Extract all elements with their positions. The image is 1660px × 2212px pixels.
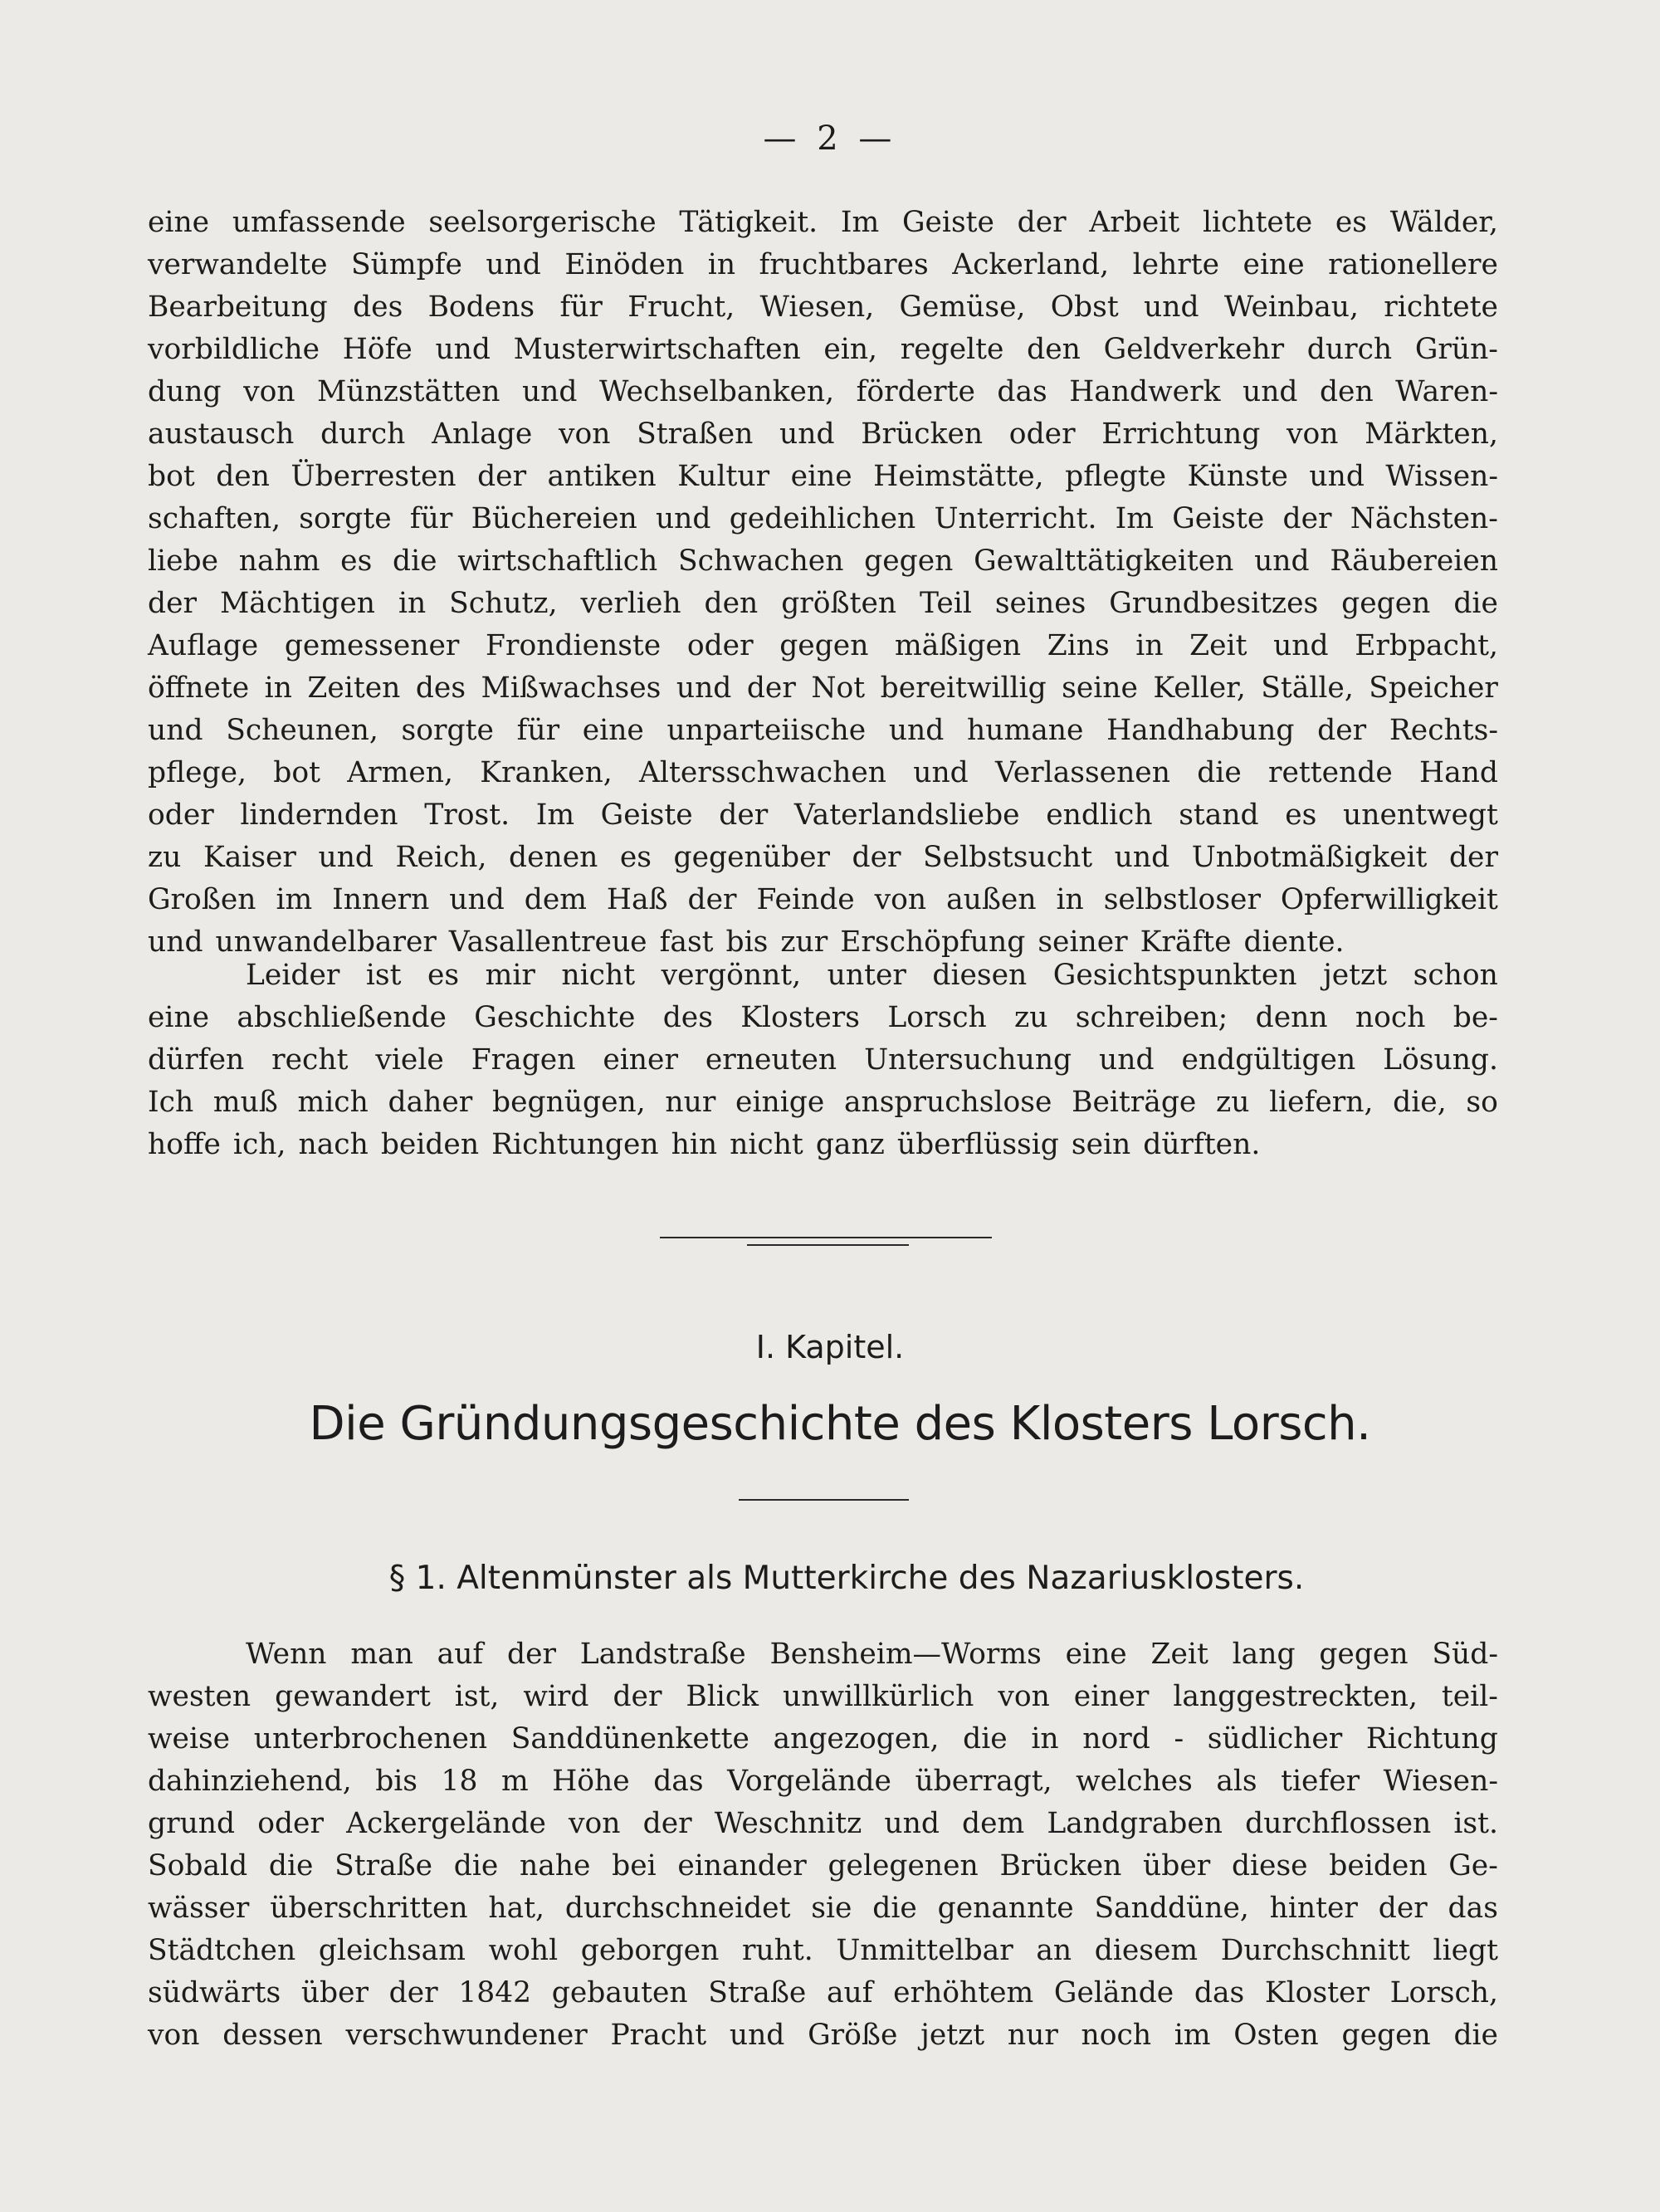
text-line: wässer überschritten hat, durchschneidet sie die genannte Sanddüne, hinter der das — [148, 1892, 1498, 1925]
paragraph-1 — [148, 202, 1498, 964]
paragraph-2 — [148, 955, 1498, 1166]
text-line: bot den Überresten der antiken Kultur eine Heimstätte, pflegte Künste und Wissen- — [148, 460, 1498, 493]
text-line: westen gewandert ist, wird der Blick unwillkürlich von einer langgestreckten, teil- — [148, 1680, 1498, 1713]
text-line: der Mächtigen in Schutz, verlieh den größten Teil seines Grundbesitzes gegen die — [148, 587, 1498, 620]
text-line: südwärts über der 1842 gebauten Straße auf erhöhtem Gelände das Kloster Lorsch, — [148, 1976, 1498, 2009]
text-line: eine abschließende Geschichte des Klosters Lorsch zu schreiben; denn noch be- — [148, 1001, 1498, 1034]
chapter-label: I. Kapitel. — [755, 1329, 905, 1365]
text-line: Großen im Innern und dem Haß der Feinde von außen in selbstloser Opferwilligkeit — [148, 883, 1498, 916]
text-line: öffnete in Zeiten des Mißwachses und der Not bereitwillig seine Keller, Ställe, Speicher — [148, 671, 1498, 705]
page-number: — 2 — — [763, 120, 897, 158]
text-line: Städtchen gleichsam wohl geborgen ruht. Unmittelbar an diesem Durchschnitt liegt — [148, 1934, 1498, 1967]
text-line: von dessen verschwundener Pracht und Größe jetzt nur noch im Osten gegen die — [148, 2019, 1498, 2052]
text-line: Auflage gemessener Frondienste oder gegen mäßigen Zins in Zeit und Erbpacht, — [148, 629, 1498, 662]
text-line: schaften, sorgte für Büchereien und gedeihlichen Unterricht. Im Geiste der Nächsten- — [148, 502, 1498, 535]
text-line: hoffe ich, nach beiden Richtungen hin nicht ganz überflüssig sein dürften. — [148, 1128, 1261, 1161]
text-line: dahinziehend, bis 18 m Höhe das Vorgelände überragt, welches als tiefer Wiesen- — [148, 1765, 1498, 1798]
text-line: pflege, bot Armen, Kranken, Altersschwachen und Verlassenen die rettende Hand — [148, 756, 1498, 789]
text-line: dung von Münzstätten und Wechselbanken, förderte das Handwerk und den Waren- — [148, 375, 1498, 408]
text-line: Bearbeitung des Bodens für Frucht, Wiesen, Gemüse, Obst und Weinbau, richtete — [148, 291, 1498, 324]
title-divider — [739, 1499, 909, 1501]
text-line: verwandelte Sümpfe und Einöden in fruchtbares Ackerland, lehrte eine rationellere — [148, 248, 1498, 281]
text-line: zu Kaiser und Reich, denen es gegenüber der Selbstsucht und Unbotmäßigkeit der — [148, 841, 1498, 874]
text-line: Leider ist es mir nicht vergönnt, unter diesen Gesichtspunkten jetzt schon — [246, 959, 1498, 992]
text-line: Wenn man auf der Landstraße Bensheim—Worms eine Zeit lang gegen Süd- — [246, 1638, 1498, 1671]
text-line: oder lindernden Trost. Im Geiste der Vaterlandsliebe endlich stand es unentwegt — [148, 798, 1498, 832]
text-line: eine umfassende seelsorgerische Tätigkeit. Im Geiste der Arbeit lichtete es Wälder, — [148, 206, 1498, 239]
text-line: Ich muß mich daher begnügen, nur einige anspruchslose Beiträge zu liefern, die, so — [148, 1086, 1498, 1119]
section-heading: § 1. Altenmünster als Mutterkirche des Nazariusklosters. — [388, 1560, 1305, 1597]
text-line: und Scheunen, sorgte für eine unparteiische und humane Handhabung der Rechts- — [148, 714, 1498, 747]
text-line: vorbildliche Höfe und Musterwirtschaften ein, regelte den Geldverkehr durch Grün- — [148, 333, 1498, 366]
text-line: weise unterbrochenen Sanddünenkette angezogen, die in nord - südlicher Richtung — [148, 1722, 1498, 1755]
text-line: grund oder Ackergelände von der Weschnitz und dem Landgraben durchflossen ist. — [148, 1807, 1498, 1840]
text-line: Sobald die Straße die nahe bei einander gelegenen Brücken über diese beiden Ge- — [148, 1849, 1498, 1882]
text-line: austausch durch Anlage von Straßen und Brücken oder Errichtung von Märkten, — [148, 417, 1498, 451]
paragraph-3 — [148, 1633, 1498, 2057]
text-line: und unwandelbarer Vasallentreue fast bis zur Erschöpfung seiner Kräfte diente. — [148, 925, 1345, 959]
chapter-title: Die Gründungsgeschichte des Klosters Lorsch. — [309, 1397, 1371, 1451]
section-divider-short — [747, 1244, 909, 1246]
text-line: liebe nahm es die wirtschaftlich Schwachen gegen Gewalttätigkeiten und Räubereien — [148, 544, 1498, 578]
text-line: dürfen recht viele Fragen einer erneuten Untersuchung und endgültigen Lösung. — [148, 1043, 1498, 1077]
section-divider-long — [660, 1237, 992, 1238]
